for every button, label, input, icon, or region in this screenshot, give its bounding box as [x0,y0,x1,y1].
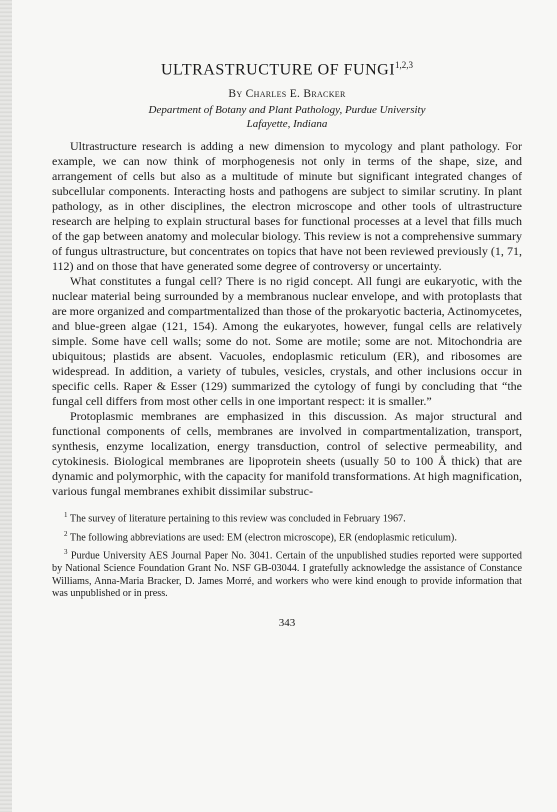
footnote-mark: 2 [64,529,68,538]
affiliation-location: Lafayette, Indiana [246,118,328,131]
footnote-text: The survey of literature pertaining to this review was concluded in February 1967. [69,513,406,525]
page-number: 343 [278,617,296,630]
title-footnote-refs: 1,2,3 [395,60,414,70]
footnotes [52,509,522,601]
author-prefix: By [228,88,246,101]
article-title [52,60,522,79]
body-paragraph: What constitutes a fungal cell? There is no rigid concept. All fungi are eukaryotic, with the nuclear material being surrounded by a membranous nuclear envelope, and with protoplasts that are more organized and compartmentalized than those of the prokaryotic bacteria, Actinomycetes, and blue-green algae (121, 154). Among the eukaryotes, however, fungal cells are relatively simple. Some have cell walls; some do not. Some are motile; some are not. Mitochondria are ubiquitous; plastids are absent. Vacuoles, endoplasmic reticulum (ER), and ribosomes are widespread. In addition, a variety of tubules, vesicles, crystals, and other inclusions occur in specific cells. Raper & Esser (129) summarized the cytology of fungi by concluding that “the fungal cell differs from most other cells in one important respect: it is smaller.” [52,274,522,409]
footnote-mark: 3 [64,547,68,556]
author-name: Charles E. Bracker [245,88,346,101]
scan-edge [0,0,12,812]
title-text: ULTRASTRUCTURE OF FUNGI [160,61,396,79]
affiliation-department: Department of Botany and Plant Pathology, Purdue University [148,104,426,117]
article-page [52,60,522,629]
affiliation [52,103,522,131]
body-paragraph: Protoplasmic membranes are emphasized in this discussion. As major structural and functional components of cells, membranes are involved in compartmentalization, transport, synthesis, enzyme localization, energy transduction, control of selective permeability, and cytokinesis. Biological membranes are lipoprotein sheets (usually 50 to 100 Å thick) that are dynamic and polymorphic, with the capacity for manifold transformations. At high magnification, various fungal membranes exhibit dissimilar substruc- [52,409,522,499]
footnote-mark: 1 [64,511,68,520]
author-line [52,88,522,100]
footnote [52,528,522,545]
footnote [52,546,522,602]
footnote-text: Purdue University AES Journal Paper No. 3041. Certain of the unpublished studies reported were supported by National Science Foundation Grant No. NSF GB-03044. I gratefully acknowledge the assistance of Constance Williams, Anna-Maria Bracker, D. James Morré, and workers who were kind enough to provide information that was unpublished or in press. [52,550,522,600]
footnote-text: The following abbreviations are used: EM (electron microscope), ER (endoplasmic reticulum). [69,531,457,543]
article-body [52,139,522,499]
footnote [52,509,522,526]
body-paragraph: Ultrastructure research is adding a new dimension to mycology and plant pathology. For example, we can now think of morphogenesis not only in terms of the shape, size, and arrangement of cells but also as a multitude of minute but significant integrated changes of subcellular components. Interacting hosts and pathogens are subject to similar scrutiny. In plant pathology, as in other disciplines, the electron microscope and other tools of ultrastructure research are helping to explain structural bases for functional processes at a level that fills much of the gap between anatomy and molecular biology. This review is not a comprehensive summary of fungus ultrastructure, but concentrates on topics that have not been reviewed previously (1, 71, 112) and on those that have generated some degree of controversy or uncertainty. [52,139,522,274]
